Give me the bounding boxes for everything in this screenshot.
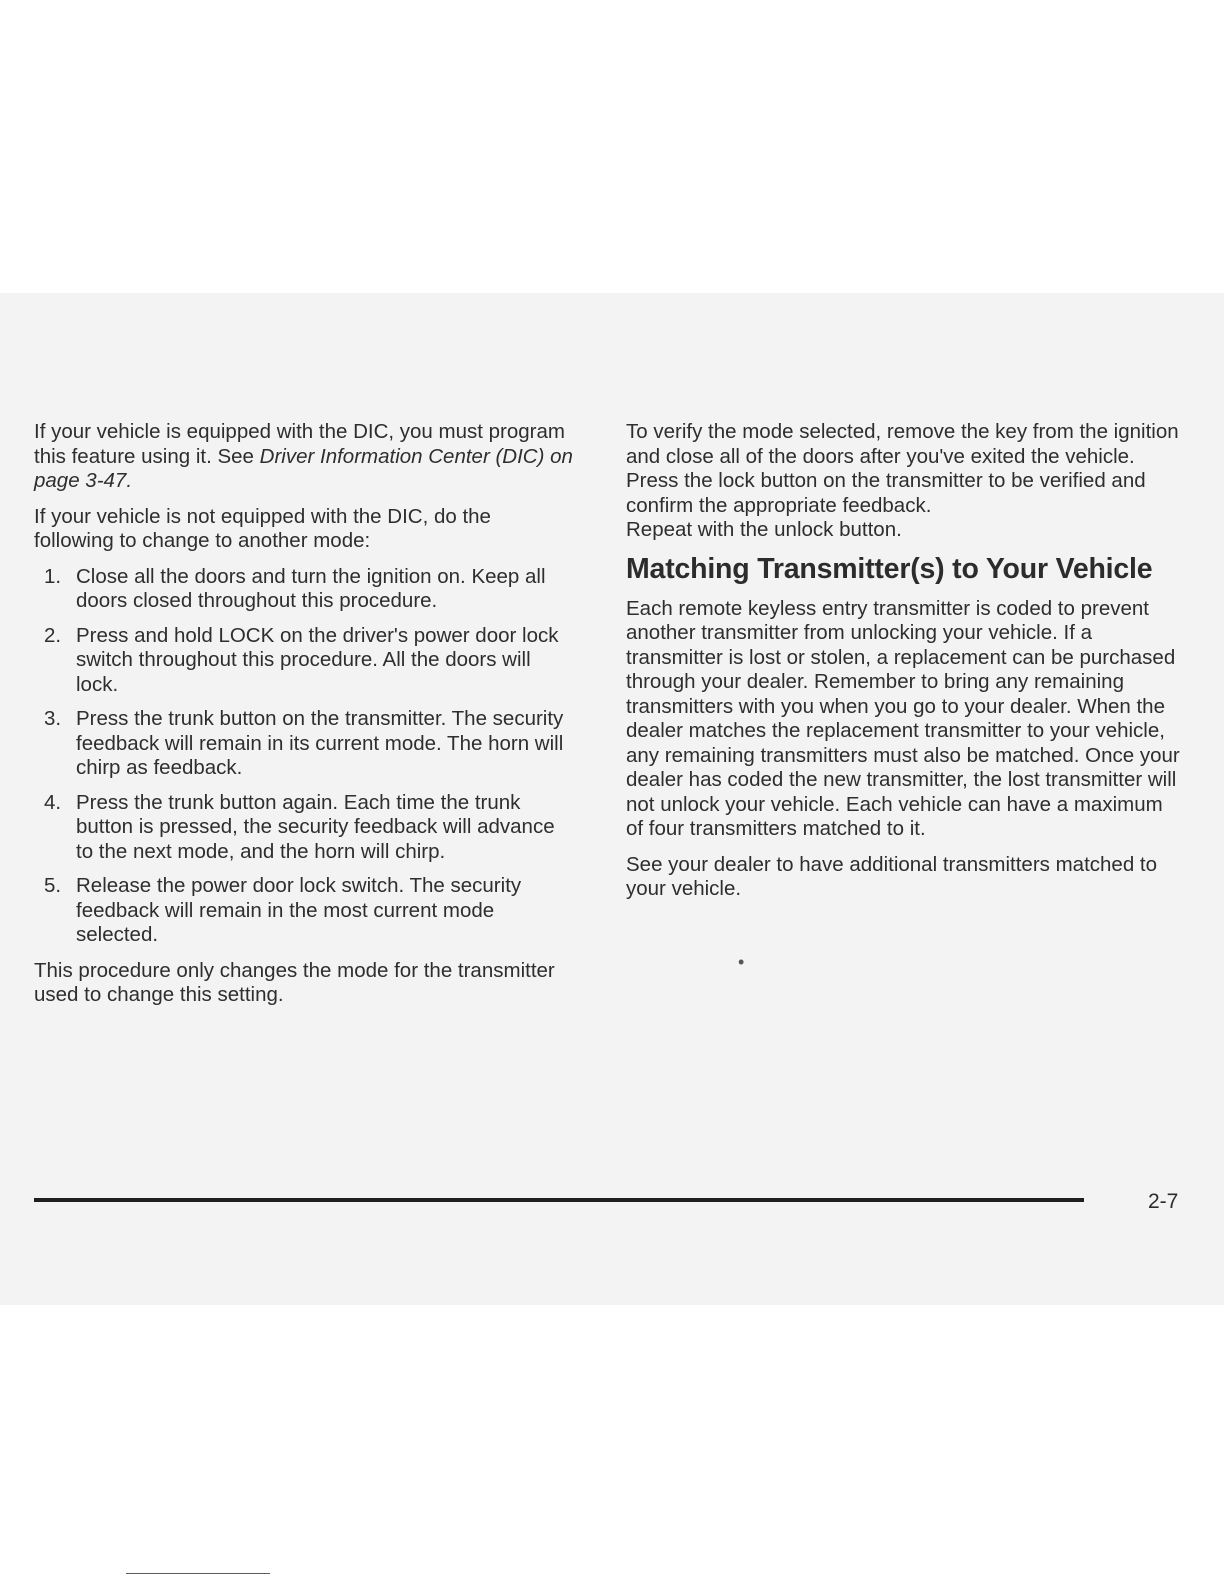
left-column — [34, 420, 574, 1019]
verify-text: To verify the mode selected, remove the key from the ignition and close all of the doors after you've exited the vehicle. Press the lock button on the transmitter to be verified and confirm the appropriate feedback. — [626, 420, 1179, 517]
step-item — [34, 707, 574, 781]
step-text: Press the trunk button on the transmitter. The security feedback will remain in its current mode. The horn will chirp as feedback. — [76, 707, 564, 779]
step-text: Close all the doors and turn the ignition on. Keep all doors closed throughout this procedure. — [76, 564, 546, 612]
footer-rule — [34, 1198, 1084, 1202]
see-dealer-paragraph: See your dealer to have additional transmitters matched to your vehicle. — [626, 852, 1158, 900]
scan-speck: • — [738, 952, 745, 972]
repeat-text: Repeat with the unlock button. — [626, 518, 902, 541]
dic-paragraph — [34, 420, 574, 494]
step-item — [34, 624, 574, 698]
step-text: Press the trunk button again. Each time the trunk button is pressed, the security feedback will advance to the next mode, and the horn will chirp. — [76, 790, 555, 863]
verify-paragraph — [626, 420, 1182, 543]
matching-body-paragraph: Each remote keyless entry transmitter is coded to prevent another transmitter from unlocking your vehicle. If a transmitter is lost or stolen, a replacement can be purchased through your dealer. Remember to bring any remaining transmitters with you when you go to your dealer. When the dealer matches the replacement transmitter to your vehicle, any remaining transmitters must also be matched. Once your dealer has coded the new transmitter, the lost transmitter will not unlock your vehicle. Each vehicle can have a maximum of four transmitters matched to it. — [626, 596, 1180, 840]
dic-page-reference: Driver Information Center (DIC) on page 3-47. — [34, 444, 573, 492]
step-item — [34, 565, 574, 614]
page-number: 2-7 — [1148, 1190, 1179, 1213]
right-column — [626, 420, 1182, 913]
closing-paragraph: This procedure only changes the mode for the transmitter used to change this setting. — [34, 958, 555, 1006]
step-number: 2. — [44, 623, 62, 647]
step-number: 1. — [44, 564, 62, 588]
dic-paragraph-text: If your vehicle is equipped with the DIC, you must program this feature using it. See — [34, 420, 565, 468]
step-item — [34, 791, 574, 865]
step-text: Release the power door lock switch. The security feedback will remain in the most current mode selected. — [76, 874, 522, 946]
procedure-steps — [34, 565, 574, 948]
step-text: Press and hold LOCK on the driver's power door lock switch throughout this procedure. All the doors will lock. — [76, 623, 559, 696]
step-item — [34, 874, 574, 948]
step-number: 3. — [44, 707, 62, 730]
section-heading: Matching Transmitter(s) to Your Vehicle — [626, 552, 1153, 585]
step-number: 5. — [44, 874, 62, 897]
no-dic-paragraph: If your vehicle is not equipped with the DIC, do the following to change to another mode: — [34, 504, 491, 552]
blue-underline — [126, 1573, 270, 1574]
step-number: 4. — [44, 790, 62, 814]
